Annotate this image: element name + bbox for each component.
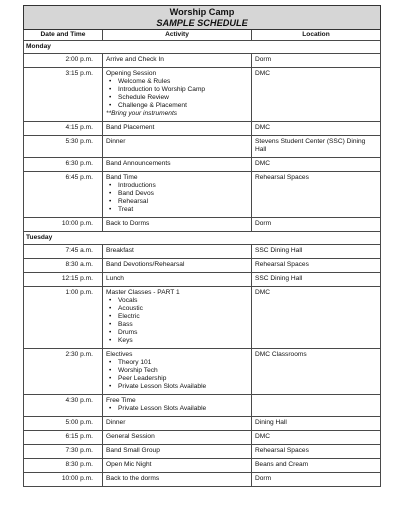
document-title: Worship Camp <box>169 7 235 17</box>
activity-cell <box>103 273 252 287</box>
activity-bullet-list <box>106 182 248 214</box>
activity-bullet-list <box>106 297 248 345</box>
activity-cell <box>103 445 252 459</box>
activity-cell <box>103 459 252 473</box>
time-cell: 6:15 p.m. <box>24 431 103 445</box>
activity-cell <box>103 218 252 232</box>
time-cell: 4:30 p.m. <box>24 395 103 417</box>
activity-bullet: • Worship Tech <box>106 367 248 375</box>
time-cell: 7:45 a.m. <box>24 245 103 259</box>
activity-name: Band Placement <box>106 124 155 131</box>
activity-bullet-list <box>106 405 248 413</box>
location-cell: Rehearsal Spaces <box>252 172 381 218</box>
day-row-tuesday <box>24 232 381 245</box>
activity-name: Back to the dorms <box>106 475 160 482</box>
activity-cell <box>103 417 252 431</box>
activity-cell <box>103 122 252 136</box>
location-cell: Dorm <box>252 54 381 68</box>
time-cell: 5:30 p.m. <box>24 136 103 158</box>
activity-bullet: • Electric <box>106 313 248 321</box>
time-cell: 2:00 p.m. <box>24 54 103 68</box>
location-cell: Dining Hall <box>252 417 381 431</box>
schedule-row <box>24 172 381 218</box>
activity-name: Band Small Group <box>106 447 160 454</box>
activity-bullet: • Challenge & Placement <box>106 102 248 110</box>
schedule-row <box>24 259 381 273</box>
activity-cell <box>103 349 252 395</box>
activity-cell <box>103 54 252 68</box>
activity-name: Open Mic Night <box>106 461 152 468</box>
time-cell: 7:30 p.m. <box>24 445 103 459</box>
schedule-row <box>24 287 381 349</box>
location-cell: Dorm <box>252 218 381 232</box>
activity-bullet: • Rehearsal <box>106 198 248 206</box>
activity-bullet: • Welcome & Rules <box>106 78 248 86</box>
activity-bullet: • Treat <box>106 206 248 214</box>
activity-bullet: • Peer Leadership <box>106 375 248 383</box>
time-cell: 8:30 p.m. <box>24 459 103 473</box>
title-cell <box>24 6 381 30</box>
title-row <box>24 6 381 30</box>
activity-bullet: • Acoustic <box>106 305 248 313</box>
location-cell: DMC <box>252 122 381 136</box>
document-subtitle: SAMPLE SCHEDULE <box>156 17 248 28</box>
activity-bullet: • Private Lesson Slots Available <box>106 405 248 413</box>
location-cell: Stevens Student Center (SSC) Dining Hall <box>252 136 381 158</box>
activity-bullet: • Introductions <box>106 182 248 190</box>
schedule-row <box>24 417 381 431</box>
activity-name: Dinner <box>106 138 126 145</box>
activity-bullet: • Keys <box>106 337 248 345</box>
activity-bullet: • Schedule Review <box>106 94 248 102</box>
schedule-row <box>24 136 381 158</box>
location-cell <box>252 395 381 417</box>
activity-bullet: • Vocals <box>106 297 248 305</box>
location-cell: DMC Classrooms <box>252 349 381 395</box>
activity-name: Band Time <box>106 174 138 181</box>
column-header-time: Date and Time <box>24 30 103 41</box>
location-cell: DMC <box>252 158 381 172</box>
day-label: Monday <box>24 41 381 54</box>
time-cell: 6:45 p.m. <box>24 172 103 218</box>
activity-name: Band Devotions/Rehearsal <box>106 261 185 268</box>
activity-cell <box>103 287 252 349</box>
schedule-row <box>24 122 381 136</box>
activity-bullet: • Bass <box>106 321 248 329</box>
schedule-row <box>24 459 381 473</box>
activity-name: Opening Session <box>106 70 157 77</box>
activity-cell <box>103 473 252 487</box>
activity-bullet: • Private Lesson Slots Available <box>106 383 248 391</box>
time-cell: 12:15 p.m. <box>24 273 103 287</box>
schedule-row <box>24 473 381 487</box>
activity-name: Master Classes - PART 1 <box>106 289 180 296</box>
column-header-activity: Activity <box>103 30 252 41</box>
activity-name: Arrive and Check In <box>106 56 164 63</box>
location-cell: DMC <box>252 431 381 445</box>
location-cell: Dorm <box>252 473 381 487</box>
header-row <box>24 30 381 41</box>
activity-cell <box>103 158 252 172</box>
time-cell: 6:30 p.m. <box>24 158 103 172</box>
schedule-row <box>24 245 381 259</box>
activity-bullet-list <box>106 359 248 391</box>
time-cell: 8:30 a.m. <box>24 259 103 273</box>
location-cell: Rehearsal Spaces <box>252 445 381 459</box>
location-cell: DMC <box>252 68 381 122</box>
time-cell: 2:30 p.m. <box>24 349 103 395</box>
activity-name: Lunch <box>106 275 124 282</box>
schedule-table <box>23 5 381 487</box>
activity-bullet: • Drums <box>106 329 248 337</box>
time-cell: 5:00 p.m. <box>24 417 103 431</box>
schedule-row <box>24 158 381 172</box>
activity-name: Free Time <box>106 397 136 404</box>
schedule-row <box>24 68 381 122</box>
activity-name: Band Announcements <box>106 160 171 167</box>
column-header-location: Location <box>252 30 381 41</box>
time-cell: 10:00 p.m. <box>24 218 103 232</box>
activity-note: **Bring your instruments <box>106 110 178 117</box>
activity-cell <box>103 431 252 445</box>
schedule-row <box>24 445 381 459</box>
activity-cell <box>103 245 252 259</box>
activity-name: General Session <box>106 433 155 440</box>
schedule-row <box>24 395 381 417</box>
time-cell: 10:00 p.m. <box>24 473 103 487</box>
activity-bullet: • Introduction to Worship Camp <box>106 86 248 94</box>
day-label: Tuesday <box>24 232 381 245</box>
schedule-row <box>24 349 381 395</box>
activity-cell <box>103 259 252 273</box>
time-cell: 4:15 p.m. <box>24 122 103 136</box>
activity-name: Back to Dorms <box>106 220 150 227</box>
schedule-row <box>24 54 381 68</box>
location-cell: DMC <box>252 287 381 349</box>
schedule-row <box>24 273 381 287</box>
location-cell: Rehearsal Spaces <box>252 259 381 273</box>
time-cell: 3:15 p.m. <box>24 68 103 122</box>
schedule-page <box>23 5 380 487</box>
activity-name: Dinner <box>106 419 126 426</box>
activity-cell <box>103 395 252 417</box>
activity-name: Breakfast <box>106 247 134 254</box>
schedule-row <box>24 431 381 445</box>
schedule-row <box>24 218 381 232</box>
location-cell: SSC Dining Hall <box>252 273 381 287</box>
location-cell: SSC Dining Hall <box>252 245 381 259</box>
activity-cell <box>103 136 252 158</box>
day-row-monday <box>24 41 381 54</box>
activity-name: Electives <box>106 351 133 358</box>
activity-bullet-list <box>106 78 248 110</box>
activity-bullet: • Band Devos <box>106 190 248 198</box>
activity-cell <box>103 172 252 218</box>
time-cell: 1:00 p.m. <box>24 287 103 349</box>
activity-bullet: • Theory 101 <box>106 359 248 367</box>
activity-cell <box>103 68 252 122</box>
location-cell: Beans and Cream <box>252 459 381 473</box>
